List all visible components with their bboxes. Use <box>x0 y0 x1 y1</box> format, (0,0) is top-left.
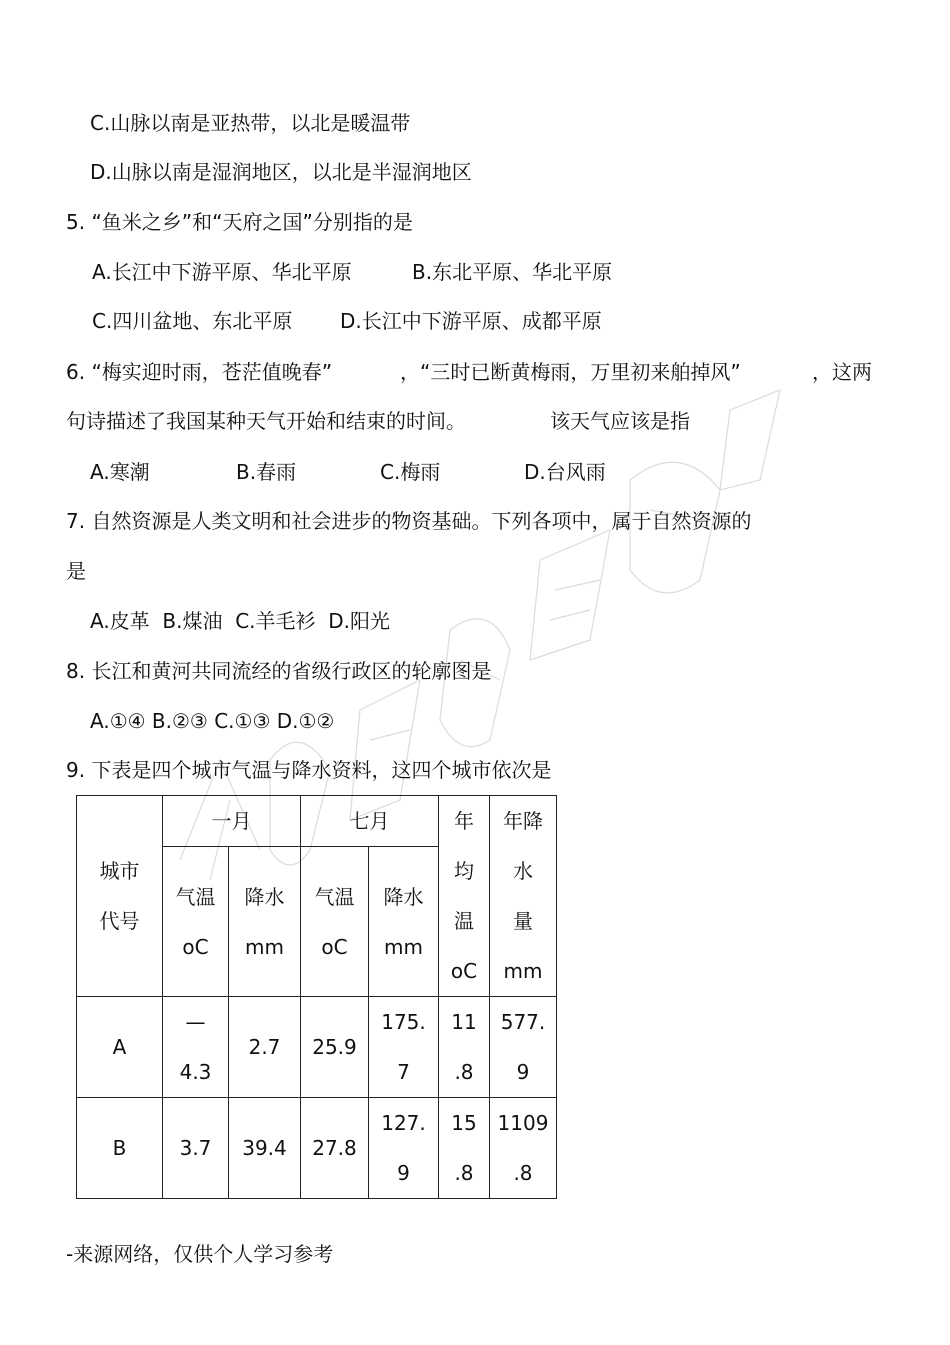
q6-option-c: C.梅雨 <box>380 460 441 484</box>
question-9: 9. 下表是四个城市气温与降水资料，这四个城市依次是 <box>66 758 552 782</box>
annual-temp: 11 .8 <box>439 997 490 1098</box>
q6-option-a: A.寒潮 <box>90 460 150 484</box>
question-8: 8. 长江和黄河共同流经的省级行政区的轮廓图是 <box>66 659 492 683</box>
question-6-part2: ，“三时已断黄梅雨，万里初来舶掉风” <box>400 360 741 384</box>
header-annual-temp: 年 均 温 oC <box>439 796 490 997</box>
table-row <box>77 1098 557 1199</box>
climate-table <box>76 795 557 1199</box>
q5-option-b: B.东北平原、华北平原 <box>412 260 613 284</box>
q6-option-b: B.春雨 <box>236 460 297 484</box>
jul-precip: 127. 9 <box>369 1098 439 1199</box>
question-5: 5. “鱼米之乡”和“天府之国”分别指的是 <box>66 210 413 234</box>
q8-options: A.①④ B.②③ C.①③ D.①② <box>90 709 335 733</box>
city-code: B <box>77 1098 163 1199</box>
table-row <box>77 997 557 1098</box>
question-7-continued: 是 <box>66 559 86 583</box>
header-jul-precip: 降水 mm <box>369 847 439 997</box>
annual-temp: 15 .8 <box>439 1098 490 1199</box>
header-annual-precip: 年降 水 量 mm <box>490 796 557 997</box>
q7-options: A.皮革 B.煤油 C.羊毛衫 D.阳光 <box>90 609 390 633</box>
header-jan-temp: 气温 oC <box>163 847 229 997</box>
footer-note: -来源网络，仅供个人学习参考 <box>66 1242 334 1266</box>
jan-temp: 3.7 <box>163 1098 229 1199</box>
header-jul-temp: 气温 oC <box>301 847 369 997</box>
header-january: 一月 <box>163 796 301 847</box>
header-city-code: 城市 代号 <box>77 796 163 997</box>
header-jan-precip: 降水 mm <box>229 847 301 997</box>
q5-option-a: A.长江中下游平原、华北平原 <box>92 260 352 284</box>
annual-precip: 1109 .8 <box>490 1098 557 1199</box>
jan-temp: — 4.3 <box>163 997 229 1098</box>
q6-option-d: D.台风雨 <box>524 460 606 484</box>
jan-precip: 39.4 <box>229 1098 301 1199</box>
q5-option-c: C.四川盆地、东北平原 <box>92 309 293 333</box>
q5-option-d: D.长江中下游平原、成都平原 <box>340 309 602 333</box>
header-july: 七月 <box>301 796 439 847</box>
jul-temp: 27.8 <box>301 1098 369 1199</box>
annual-precip: 577. 9 <box>490 997 557 1098</box>
city-code: A <box>77 997 163 1098</box>
question-6-part5: 该天气应该是指 <box>550 409 690 433</box>
question-6-part4: 句诗描述了我国某种天气开始和结束的时间。 <box>66 409 466 433</box>
question-7: 7. 自然资源是人类文明和社会进步的物资基础。下列各项中，属于自然资源的 <box>66 509 752 533</box>
jul-precip: 175. 7 <box>369 997 439 1098</box>
q4-option-d: D.山脉以南是湿润地区，以北是半湿润地区 <box>90 160 472 184</box>
jan-precip: 2.7 <box>229 997 301 1098</box>
question-6-part1: 6. “梅实迎时雨，苍茫值晚春” <box>66 360 333 384</box>
question-6-part3: ，这两 <box>812 360 872 384</box>
jul-temp: 25.9 <box>301 997 369 1098</box>
q4-option-c: C.山脉以南是亚热带，以北是暖温带 <box>90 111 411 135</box>
